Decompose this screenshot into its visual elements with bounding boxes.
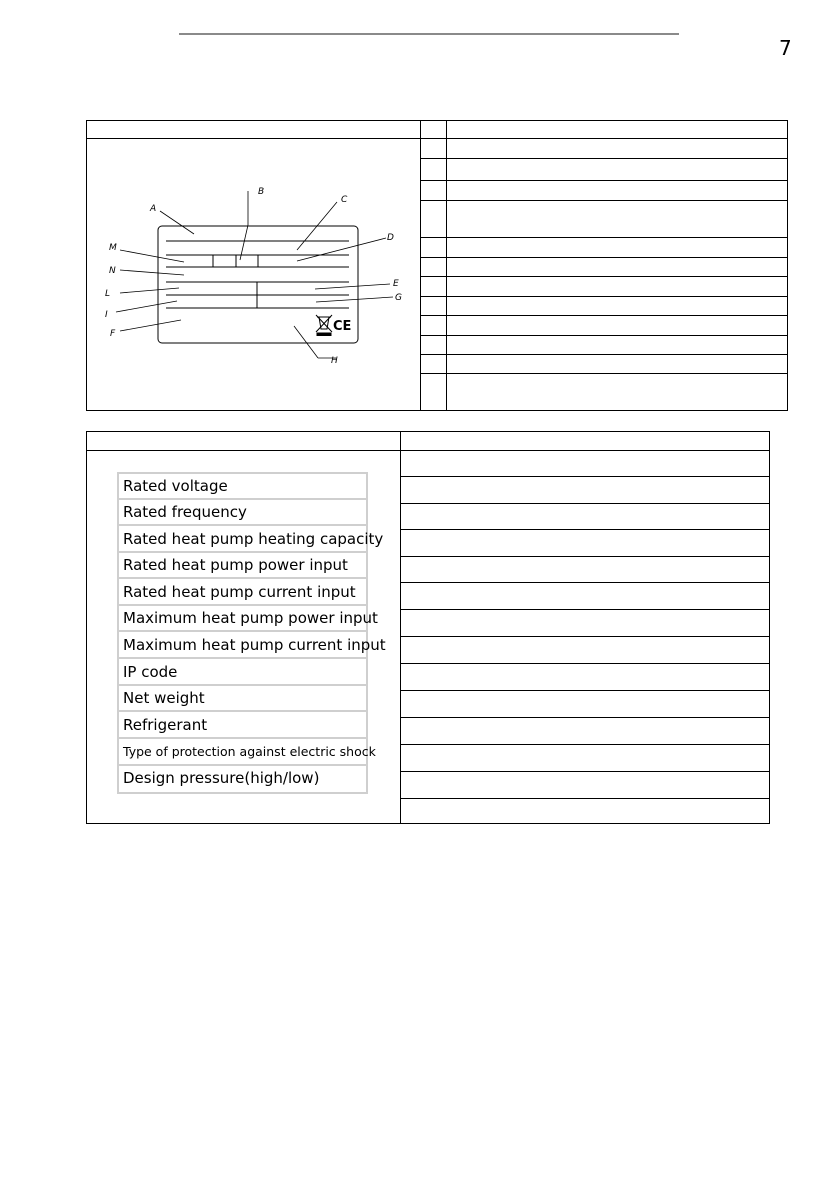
row-divider <box>400 609 770 610</box>
spec-label: Maximum heat pump power input <box>119 606 366 632</box>
legend-row-divider <box>420 257 788 258</box>
legend-row-divider <box>420 373 788 374</box>
legend-row-divider <box>420 276 788 277</box>
callout-l: L <box>105 289 111 299</box>
legend-row-divider <box>420 237 788 238</box>
row-divider <box>400 636 770 637</box>
callout-f: F <box>110 329 116 339</box>
row-divider <box>400 556 770 557</box>
legend-row-divider <box>420 296 788 297</box>
leader-m <box>120 250 184 262</box>
row-divider <box>400 582 770 583</box>
legend-row-divider <box>420 200 788 201</box>
callout-n: N <box>109 266 116 276</box>
column-divider <box>400 431 401 824</box>
page-number: 7 <box>779 36 792 60</box>
callout-e: E <box>393 279 399 289</box>
spec-label: Rated heat pump heating capacity <box>119 527 366 553</box>
leader-l <box>120 288 179 293</box>
row-divider <box>400 771 770 772</box>
header-rule <box>179 33 679 35</box>
legend-row-divider <box>420 335 788 336</box>
row-divider <box>400 717 770 718</box>
legend-row-divider <box>420 315 788 316</box>
spec-label-list <box>117 472 386 794</box>
spec-label: Refrigerant <box>119 713 366 739</box>
spec-label: Design pressure(high/low) <box>123 769 320 787</box>
row-divider <box>400 503 770 504</box>
callout-i: I <box>105 310 108 320</box>
spec-label: IP code <box>119 660 366 686</box>
row-divider <box>400 798 770 799</box>
callout-b: B <box>258 187 265 197</box>
row-divider <box>400 529 770 530</box>
callout-a: A <box>150 204 157 214</box>
callout-m: M <box>109 243 117 253</box>
row-divider <box>400 476 770 477</box>
leader-n <box>120 270 184 275</box>
row-divider <box>400 744 770 745</box>
spec-label: Type of protection against electric shock <box>119 740 366 766</box>
legend-row-divider <box>420 354 788 355</box>
header-divider <box>86 450 770 451</box>
ce-mark: CE <box>333 319 352 334</box>
spec-label: Rated voltage <box>119 474 366 500</box>
spec-label: Net weight <box>119 686 366 712</box>
leader-g <box>316 297 393 302</box>
leader-f <box>120 320 181 331</box>
callout-g: G <box>395 293 402 303</box>
weee-bin-icon <box>316 315 332 336</box>
header-divider <box>86 138 788 139</box>
callout-h: H <box>331 356 338 366</box>
column-divider <box>420 120 421 411</box>
callout-c: C <box>341 195 348 205</box>
spec-label: Maximum heat pump current input <box>119 633 366 659</box>
callout-d: D <box>387 233 394 243</box>
row-divider <box>400 690 770 691</box>
nameplate-diagram <box>100 180 420 370</box>
legend-row-divider <box>420 158 788 159</box>
spec-label: Rated heat pump current input <box>119 580 366 606</box>
leader-i <box>116 301 177 312</box>
legend-row-divider <box>420 180 788 181</box>
row-divider <box>400 663 770 664</box>
leader-h <box>294 326 318 358</box>
spec-label: Rated heat pump power input <box>119 553 366 579</box>
leader-a <box>160 211 194 234</box>
leader-e <box>315 284 390 289</box>
spec-label: Rated frequency <box>119 500 366 526</box>
column-divider <box>446 120 447 411</box>
